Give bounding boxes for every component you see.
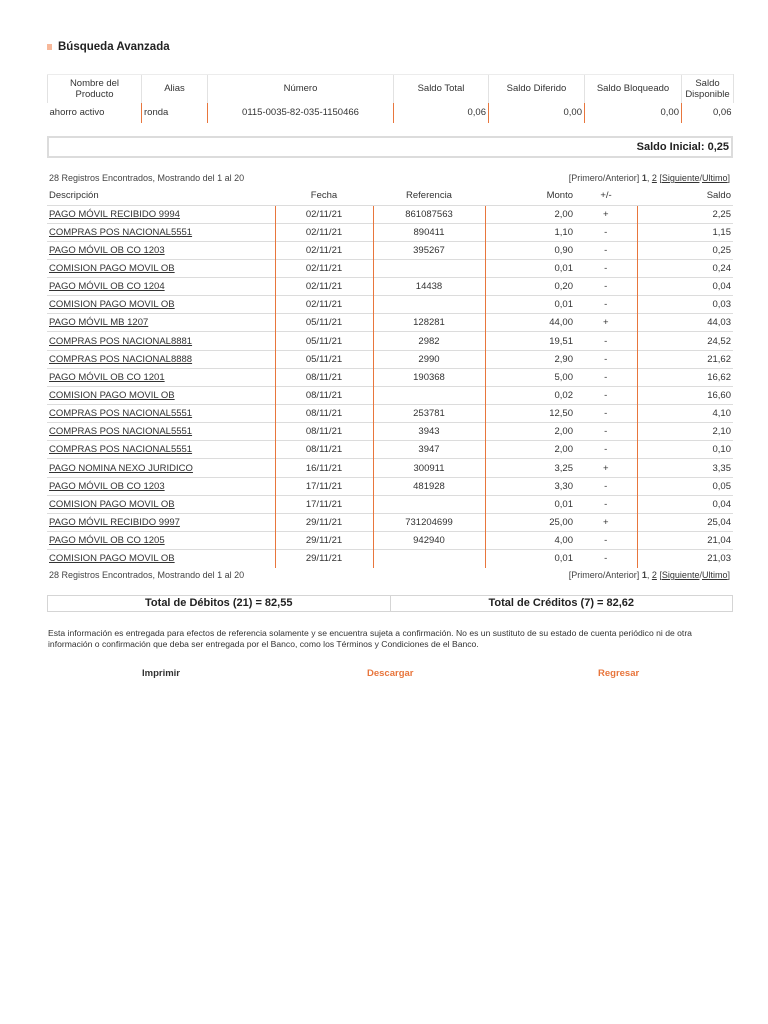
tx-fecha: 29/11/21 xyxy=(275,513,373,531)
table-row xyxy=(47,477,733,495)
pager-comma: , xyxy=(646,173,650,183)
tx-descripcion[interactable]: PAGO MÓVIL OB CO 1204 xyxy=(47,278,275,296)
tx-fecha: 16/11/21 xyxy=(275,459,373,477)
pager-bracket-close: ] xyxy=(727,173,730,183)
tx-fecha: 02/11/21 xyxy=(275,259,373,277)
account-header-row xyxy=(48,75,734,103)
tx-signo: + xyxy=(575,513,637,531)
tx-fecha: 02/11/21 xyxy=(275,241,373,259)
tx-fecha: 02/11/21 xyxy=(275,205,373,223)
table-row xyxy=(47,495,733,513)
tx-monto: 19,51 xyxy=(485,332,575,350)
header-descripcion: Descripción xyxy=(49,190,99,202)
tx-saldo: 16,62 xyxy=(637,368,733,386)
tx-signo: - xyxy=(575,350,637,368)
tx-fecha: 17/11/21 xyxy=(275,495,373,513)
tx-saldo: 25,04 xyxy=(637,513,733,531)
tx-referencia: 942940 xyxy=(373,532,485,550)
tx-referencia: 14438 xyxy=(373,278,485,296)
tx-descripcion[interactable]: COMISION PAGO MOVIL OB xyxy=(47,550,275,568)
pager-top xyxy=(569,173,730,183)
pager-bracket-open: [ xyxy=(659,173,662,183)
tx-monto: 12,50 xyxy=(485,405,575,423)
tx-saldo: 21,62 xyxy=(637,350,733,368)
tx-descripcion[interactable]: COMPRAS POS NACIONAL5551 xyxy=(47,441,275,459)
disclaimer-text: Esta información es entregada para efectos de referencia solamente y se encuentra sujeta a confirmación. No es un sustituto de su estado de cuenta periódico ni de otra información o confirmación que deba ser entregada por el Banco, como los Términos y Condiciones de el Banco. xyxy=(48,628,692,649)
tx-descripcion[interactable]: COMPRAS POS NACIONAL5551 xyxy=(47,423,275,441)
tx-saldo: 21,04 xyxy=(637,532,733,550)
tx-monto: 1,10 xyxy=(485,223,575,241)
tx-monto: 0,02 xyxy=(485,386,575,404)
tx-descripcion[interactable]: PAGO MÓVIL OB CO 1203 xyxy=(47,477,275,495)
tx-signo: + xyxy=(575,459,637,477)
download-button[interactable]: Descargar xyxy=(367,668,414,679)
tx-signo: - xyxy=(575,550,637,568)
tx-descripcion[interactable]: PAGO MÓVIL OB CO 1201 xyxy=(47,368,275,386)
back-button[interactable]: Regresar xyxy=(598,668,640,679)
table-row xyxy=(47,332,733,350)
saldo-total: 0,06 xyxy=(394,103,489,123)
tx-referencia: 861087563 xyxy=(373,205,485,223)
tx-fecha: 02/11/21 xyxy=(275,296,373,314)
tx-signo: + xyxy=(575,205,637,223)
pager-last-link[interactable]: Ultimo xyxy=(701,570,728,580)
tx-referencia: 481928 xyxy=(373,477,485,495)
tx-saldo: 0,03 xyxy=(637,296,733,314)
tx-header-row xyxy=(47,187,733,205)
tx-fecha: 08/11/21 xyxy=(275,405,373,423)
saldo-bloqueado: 0,00 xyxy=(585,103,682,123)
tx-descripcion[interactable]: PAGO MÓVIL OB CO 1203 xyxy=(47,241,275,259)
header-referencia: Referencia xyxy=(406,190,452,202)
transactions-table xyxy=(47,187,733,568)
tx-referencia xyxy=(373,259,485,277)
tx-signo: - xyxy=(575,386,637,404)
tx-fecha: 05/11/21 xyxy=(275,314,373,332)
pager-last-link[interactable]: Ultimo xyxy=(701,173,728,183)
tx-saldo: 4,10 xyxy=(637,405,733,423)
tx-referencia xyxy=(373,550,485,568)
tx-signo: - xyxy=(575,241,637,259)
tx-saldo: 0,04 xyxy=(637,495,733,513)
tx-referencia: 128281 xyxy=(373,314,485,332)
table-row xyxy=(47,368,733,386)
pager-page-2-link[interactable]: 2 xyxy=(651,173,657,183)
tx-descripcion[interactable]: COMISION PAGO MOVIL OB xyxy=(47,495,275,513)
tx-monto: 5,00 xyxy=(485,368,575,386)
tx-monto: 2,00 xyxy=(485,423,575,441)
tx-referencia xyxy=(373,386,485,404)
tx-monto: 3,25 xyxy=(485,459,575,477)
header-saldo-bloqueado: Saldo Bloqueado xyxy=(585,75,682,103)
bullet-icon xyxy=(47,44,52,50)
tx-referencia: 300911 xyxy=(373,459,485,477)
tx-descripcion[interactable]: PAGO MÓVIL OB CO 1205 xyxy=(47,532,275,550)
tx-signo: - xyxy=(575,532,637,550)
tx-referencia: 253781 xyxy=(373,405,485,423)
tx-saldo: 0,25 xyxy=(637,241,733,259)
tx-descripcion[interactable]: COMISION PAGO MOVIL OB xyxy=(47,296,275,314)
table-row xyxy=(47,441,733,459)
table-row xyxy=(47,550,733,568)
pager-next-link[interactable]: Siguiente xyxy=(661,173,700,183)
tx-monto: 25,00 xyxy=(485,513,575,531)
tx-descripcion[interactable]: COMISION PAGO MOVIL OB xyxy=(47,259,275,277)
pager-next-link[interactable]: Siguiente xyxy=(661,570,700,580)
table-row xyxy=(47,259,733,277)
tx-fecha: 08/11/21 xyxy=(275,441,373,459)
pager-bracket-close: ] xyxy=(727,570,730,580)
header-saldo-total: Saldo Total xyxy=(394,75,489,103)
pager-current-page: 1 xyxy=(641,173,647,183)
tx-signo: - xyxy=(575,477,637,495)
tx-saldo: 1,15 xyxy=(637,223,733,241)
pager-first-prev[interactable]: [Primero/Anterior] xyxy=(568,570,640,580)
tx-referencia xyxy=(373,495,485,513)
tx-fecha: 05/11/21 xyxy=(275,350,373,368)
tx-signo: - xyxy=(575,259,637,277)
tx-signo: - xyxy=(575,278,637,296)
tx-descripcion[interactable]: COMPRAS POS NACIONAL5551 xyxy=(47,223,275,241)
tx-referencia: 190368 xyxy=(373,368,485,386)
product-name: ahorro activo xyxy=(49,107,105,118)
tx-descripcion[interactable]: PAGO NOMINA NEXO JURIDICO xyxy=(47,459,275,477)
tx-saldo: 0,05 xyxy=(637,477,733,495)
table-row xyxy=(47,532,733,550)
tx-saldo: 3,35 xyxy=(637,459,733,477)
tx-descripcion[interactable]: COMPRAS POS NACIONAL5551 xyxy=(47,405,275,423)
tx-signo: - xyxy=(575,405,637,423)
header-saldo: Saldo xyxy=(706,190,731,202)
tx-descripcion[interactable]: COMPRAS POS NACIONAL8881 xyxy=(47,332,275,350)
tx-monto: 3,30 xyxy=(485,477,575,495)
tx-monto: 2,00 xyxy=(485,441,575,459)
tx-signo: - xyxy=(575,296,637,314)
tx-monto: 0,01 xyxy=(485,495,575,513)
pager-bracket-open: [ xyxy=(659,570,662,580)
tx-signo: - xyxy=(575,495,637,513)
pager-separator: / xyxy=(699,173,702,183)
tx-descripcion[interactable]: COMPRAS POS NACIONAL8888 xyxy=(47,350,275,368)
saldo-inicial: Saldo Inicial: 0,25 xyxy=(47,136,733,158)
table-row xyxy=(47,386,733,404)
saldo-diferido: 0,00 xyxy=(489,103,585,123)
header-saldo-diferido: Saldo Diferido xyxy=(489,75,585,103)
tx-saldo: 2,25 xyxy=(637,205,733,223)
tx-saldo: 21,03 xyxy=(637,550,733,568)
tx-fecha: 08/11/21 xyxy=(275,423,373,441)
tx-saldo: 24,52 xyxy=(637,332,733,350)
pager-bottom xyxy=(569,570,730,580)
pager-first-prev[interactable]: [Primero/Anterior] xyxy=(568,173,640,183)
total-debitos: Total de Débitos (21) = 82,55 xyxy=(48,596,391,611)
tx-monto: 44,00 xyxy=(485,314,575,332)
header-saldo-disponible: Saldo Disponible xyxy=(682,75,734,103)
table-row xyxy=(47,205,733,223)
tx-referencia: 2982 xyxy=(373,332,485,350)
saldo-disponible: 0,06 xyxy=(682,103,734,123)
tx-signo: - xyxy=(575,368,637,386)
pager-separator: / xyxy=(699,570,702,580)
page-header xyxy=(47,41,170,53)
tx-signo: - xyxy=(575,223,637,241)
pager-comma: , xyxy=(646,570,650,580)
tx-signo: - xyxy=(575,441,637,459)
tx-monto: 0,01 xyxy=(485,296,575,314)
header-nombre-producto: Nombre del Producto xyxy=(48,75,142,103)
total-creditos: Total de Créditos (7) = 82,62 xyxy=(488,597,635,609)
pager-current-page: 1 xyxy=(641,570,647,580)
tx-monto: 2,00 xyxy=(485,205,575,223)
tx-fecha: 29/11/21 xyxy=(275,532,373,550)
tx-body xyxy=(47,205,733,568)
header-numero: Número xyxy=(208,75,394,103)
table-row xyxy=(47,241,733,259)
table-row xyxy=(47,296,733,314)
tx-saldo: 16,60 xyxy=(637,386,733,404)
tx-saldo: 0,10 xyxy=(637,441,733,459)
tx-descripcion[interactable]: PAGO MÓVIL MB 1207 xyxy=(47,314,275,332)
tx-referencia: 2990 xyxy=(373,350,485,368)
records-info-top: 28 Registros Encontrados, Mostrando del 1 al 20 xyxy=(49,173,245,183)
table-row xyxy=(47,278,733,296)
tx-descripcion[interactable]: COMISION PAGO MOVIL OB xyxy=(47,386,275,404)
tx-signo: + xyxy=(575,314,637,332)
account-number: 0115-0035-82-035-1150466 xyxy=(208,103,394,123)
header-alias: Alias xyxy=(142,75,208,103)
tx-monto: 0,01 xyxy=(485,550,575,568)
pager-page-2-link[interactable]: 2 xyxy=(651,570,657,580)
product-alias: ronda xyxy=(142,103,208,123)
account-summary-table xyxy=(47,74,734,123)
tx-monto: 0,90 xyxy=(485,241,575,259)
table-row xyxy=(47,423,733,441)
tx-fecha: 29/11/21 xyxy=(275,550,373,568)
tx-monto: 0,20 xyxy=(485,278,575,296)
tx-referencia: 731204699 xyxy=(373,513,485,531)
tx-saldo: 44,03 xyxy=(637,314,733,332)
tx-fecha: 05/11/21 xyxy=(275,332,373,350)
table-row xyxy=(47,459,733,477)
records-info-bottom: 28 Registros Encontrados, Mostrando del 1 al 20 xyxy=(49,570,245,580)
table-row xyxy=(47,405,733,423)
totals-bar xyxy=(47,595,733,612)
tx-referencia: 395267 xyxy=(373,241,485,259)
tx-descripcion[interactable]: PAGO MÓVIL RECIBIDO 9997 xyxy=(47,513,275,531)
tx-descripcion[interactable]: PAGO MÓVIL RECIBIDO 9994 xyxy=(47,205,275,223)
print-button[interactable]: Imprimir xyxy=(142,668,181,679)
table-row xyxy=(47,350,733,368)
tx-fecha: 17/11/21 xyxy=(275,477,373,495)
account-row xyxy=(48,103,734,123)
table-row xyxy=(47,223,733,241)
tx-fecha: 08/11/21 xyxy=(275,368,373,386)
tx-fecha: 02/11/21 xyxy=(275,278,373,296)
tx-saldo: 0,04 xyxy=(637,278,733,296)
header-monto: Monto xyxy=(546,190,573,202)
tx-referencia: 3947 xyxy=(373,441,485,459)
actions-bar xyxy=(47,668,733,682)
page-title: Búsqueda Avanzada xyxy=(58,41,170,53)
table-row xyxy=(47,314,733,332)
header-signo: +/- xyxy=(600,190,612,202)
tx-signo: - xyxy=(575,332,637,350)
tx-monto: 2,90 xyxy=(485,350,575,368)
tx-fecha: 08/11/21 xyxy=(275,386,373,404)
tx-referencia xyxy=(373,296,485,314)
tx-monto: 0,01 xyxy=(485,259,575,277)
tx-signo: - xyxy=(575,423,637,441)
tx-saldo: 2,10 xyxy=(637,423,733,441)
tx-fecha: 02/11/21 xyxy=(275,223,373,241)
header-fecha: Fecha xyxy=(310,190,338,202)
tx-saldo: 0,24 xyxy=(637,259,733,277)
tx-referencia: 890411 xyxy=(373,223,485,241)
tx-monto: 4,00 xyxy=(485,532,575,550)
tx-referencia: 3943 xyxy=(373,423,485,441)
table-row xyxy=(47,513,733,531)
